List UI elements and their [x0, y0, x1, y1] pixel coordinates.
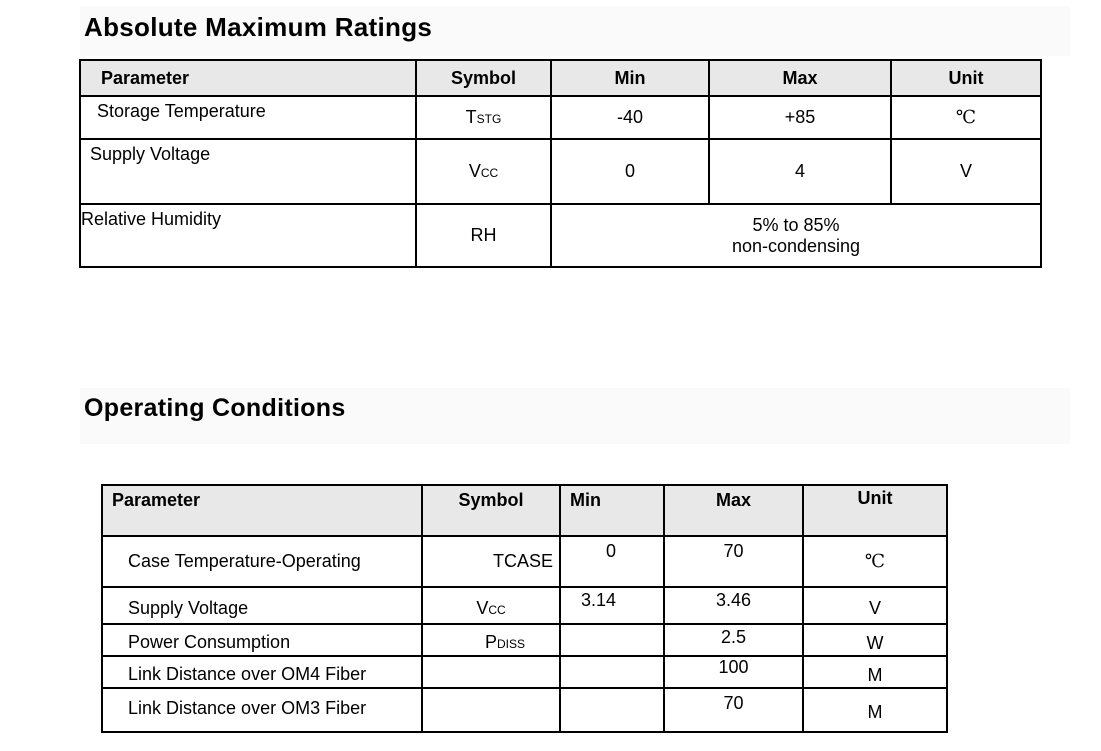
- header-max: Max: [664, 485, 803, 536]
- parameter-cell: Supply Voltage: [102, 587, 422, 624]
- min-cell: -40: [551, 96, 709, 139]
- symbol-subscript: CC: [488, 603, 506, 617]
- header-min: Min: [551, 60, 709, 96]
- max-cell: 2.5: [664, 624, 803, 656]
- symbol-cell: TCASE: [422, 536, 560, 587]
- symbol-cell: [422, 656, 560, 688]
- ratings-table: [79, 59, 1042, 268]
- header-symbol: Symbol: [416, 60, 551, 96]
- min-cell: 0: [551, 139, 709, 204]
- symbol-cell: [416, 96, 551, 139]
- max-cell: 100: [664, 656, 803, 688]
- symbol-cell: RH: [416, 204, 551, 267]
- operating-table: [101, 484, 948, 733]
- table-row: [102, 688, 947, 732]
- unit-cell: ℃: [803, 536, 947, 587]
- header-unit: Unit: [891, 60, 1041, 96]
- symbol-main: P: [485, 631, 498, 652]
- symbol-main: V: [476, 598, 489, 618]
- max-cell: 3.46: [664, 587, 803, 624]
- header-parameter: Parameter: [80, 60, 416, 96]
- min-cell: 3.14: [560, 587, 664, 624]
- parameter-cell: Power Consumption: [102, 624, 422, 656]
- parameter-cell: Link Distance over OM4 Fiber: [102, 656, 422, 688]
- symbol-subscript: CC: [480, 166, 499, 180]
- range-line-2: non-condensing: [731, 235, 861, 256]
- ratings-title: Absolute Maximum Ratings: [84, 12, 433, 42]
- symbol-cell: [422, 624, 560, 656]
- header-min: Min: [560, 485, 664, 536]
- min-cell: [560, 656, 664, 688]
- table-header-row: [80, 60, 1041, 96]
- table-row: [80, 139, 1041, 204]
- table-row: [102, 587, 947, 624]
- symbol-cell: [422, 587, 560, 624]
- unit-cell: M: [803, 688, 947, 732]
- min-cell: 0: [560, 536, 664, 587]
- table-row: [80, 96, 1041, 139]
- symbol-subscript: DISS: [497, 636, 526, 651]
- symbol-cell: [416, 139, 551, 204]
- table-header-row: [102, 485, 947, 536]
- unit-cell: W: [803, 624, 947, 656]
- min-cell: [560, 624, 664, 656]
- parameter-cell: Case Temperature-Operating: [102, 536, 422, 587]
- unit-cell: M: [803, 656, 947, 688]
- table-row: [102, 656, 947, 688]
- max-cell: 70: [664, 536, 803, 587]
- range-cell: [551, 204, 1041, 267]
- parameter-cell: Supply Voltage: [80, 139, 416, 204]
- max-cell: 4: [709, 139, 891, 204]
- max-cell: 70: [664, 688, 803, 732]
- header-parameter: Parameter: [102, 485, 422, 536]
- symbol-main: T: [465, 107, 477, 127]
- parameter-cell: Link Distance over OM3 Fiber: [102, 688, 422, 732]
- table-row: [102, 624, 947, 656]
- symbol-main: V: [468, 161, 481, 181]
- parameter-cell: Storage Temperature: [80, 96, 416, 139]
- unit-cell: ℃: [891, 96, 1041, 139]
- unit-cell: V: [803, 587, 947, 624]
- range-line-1: 5% to 85%: [752, 214, 840, 235]
- symbol-subscript: STG: [476, 112, 502, 126]
- parameter-cell: Relative Humidity: [80, 204, 416, 267]
- operating-title: Operating Conditions: [84, 394, 346, 422]
- min-cell: [560, 688, 664, 732]
- table-row: [80, 204, 1041, 267]
- max-cell: +85: [709, 96, 891, 139]
- header-max: Max: [709, 60, 891, 96]
- header-symbol: Symbol: [422, 485, 560, 536]
- unit-cell: V: [891, 139, 1041, 204]
- header-unit: Unit: [803, 485, 947, 536]
- symbol-cell: [422, 688, 560, 732]
- table-row: [102, 536, 947, 587]
